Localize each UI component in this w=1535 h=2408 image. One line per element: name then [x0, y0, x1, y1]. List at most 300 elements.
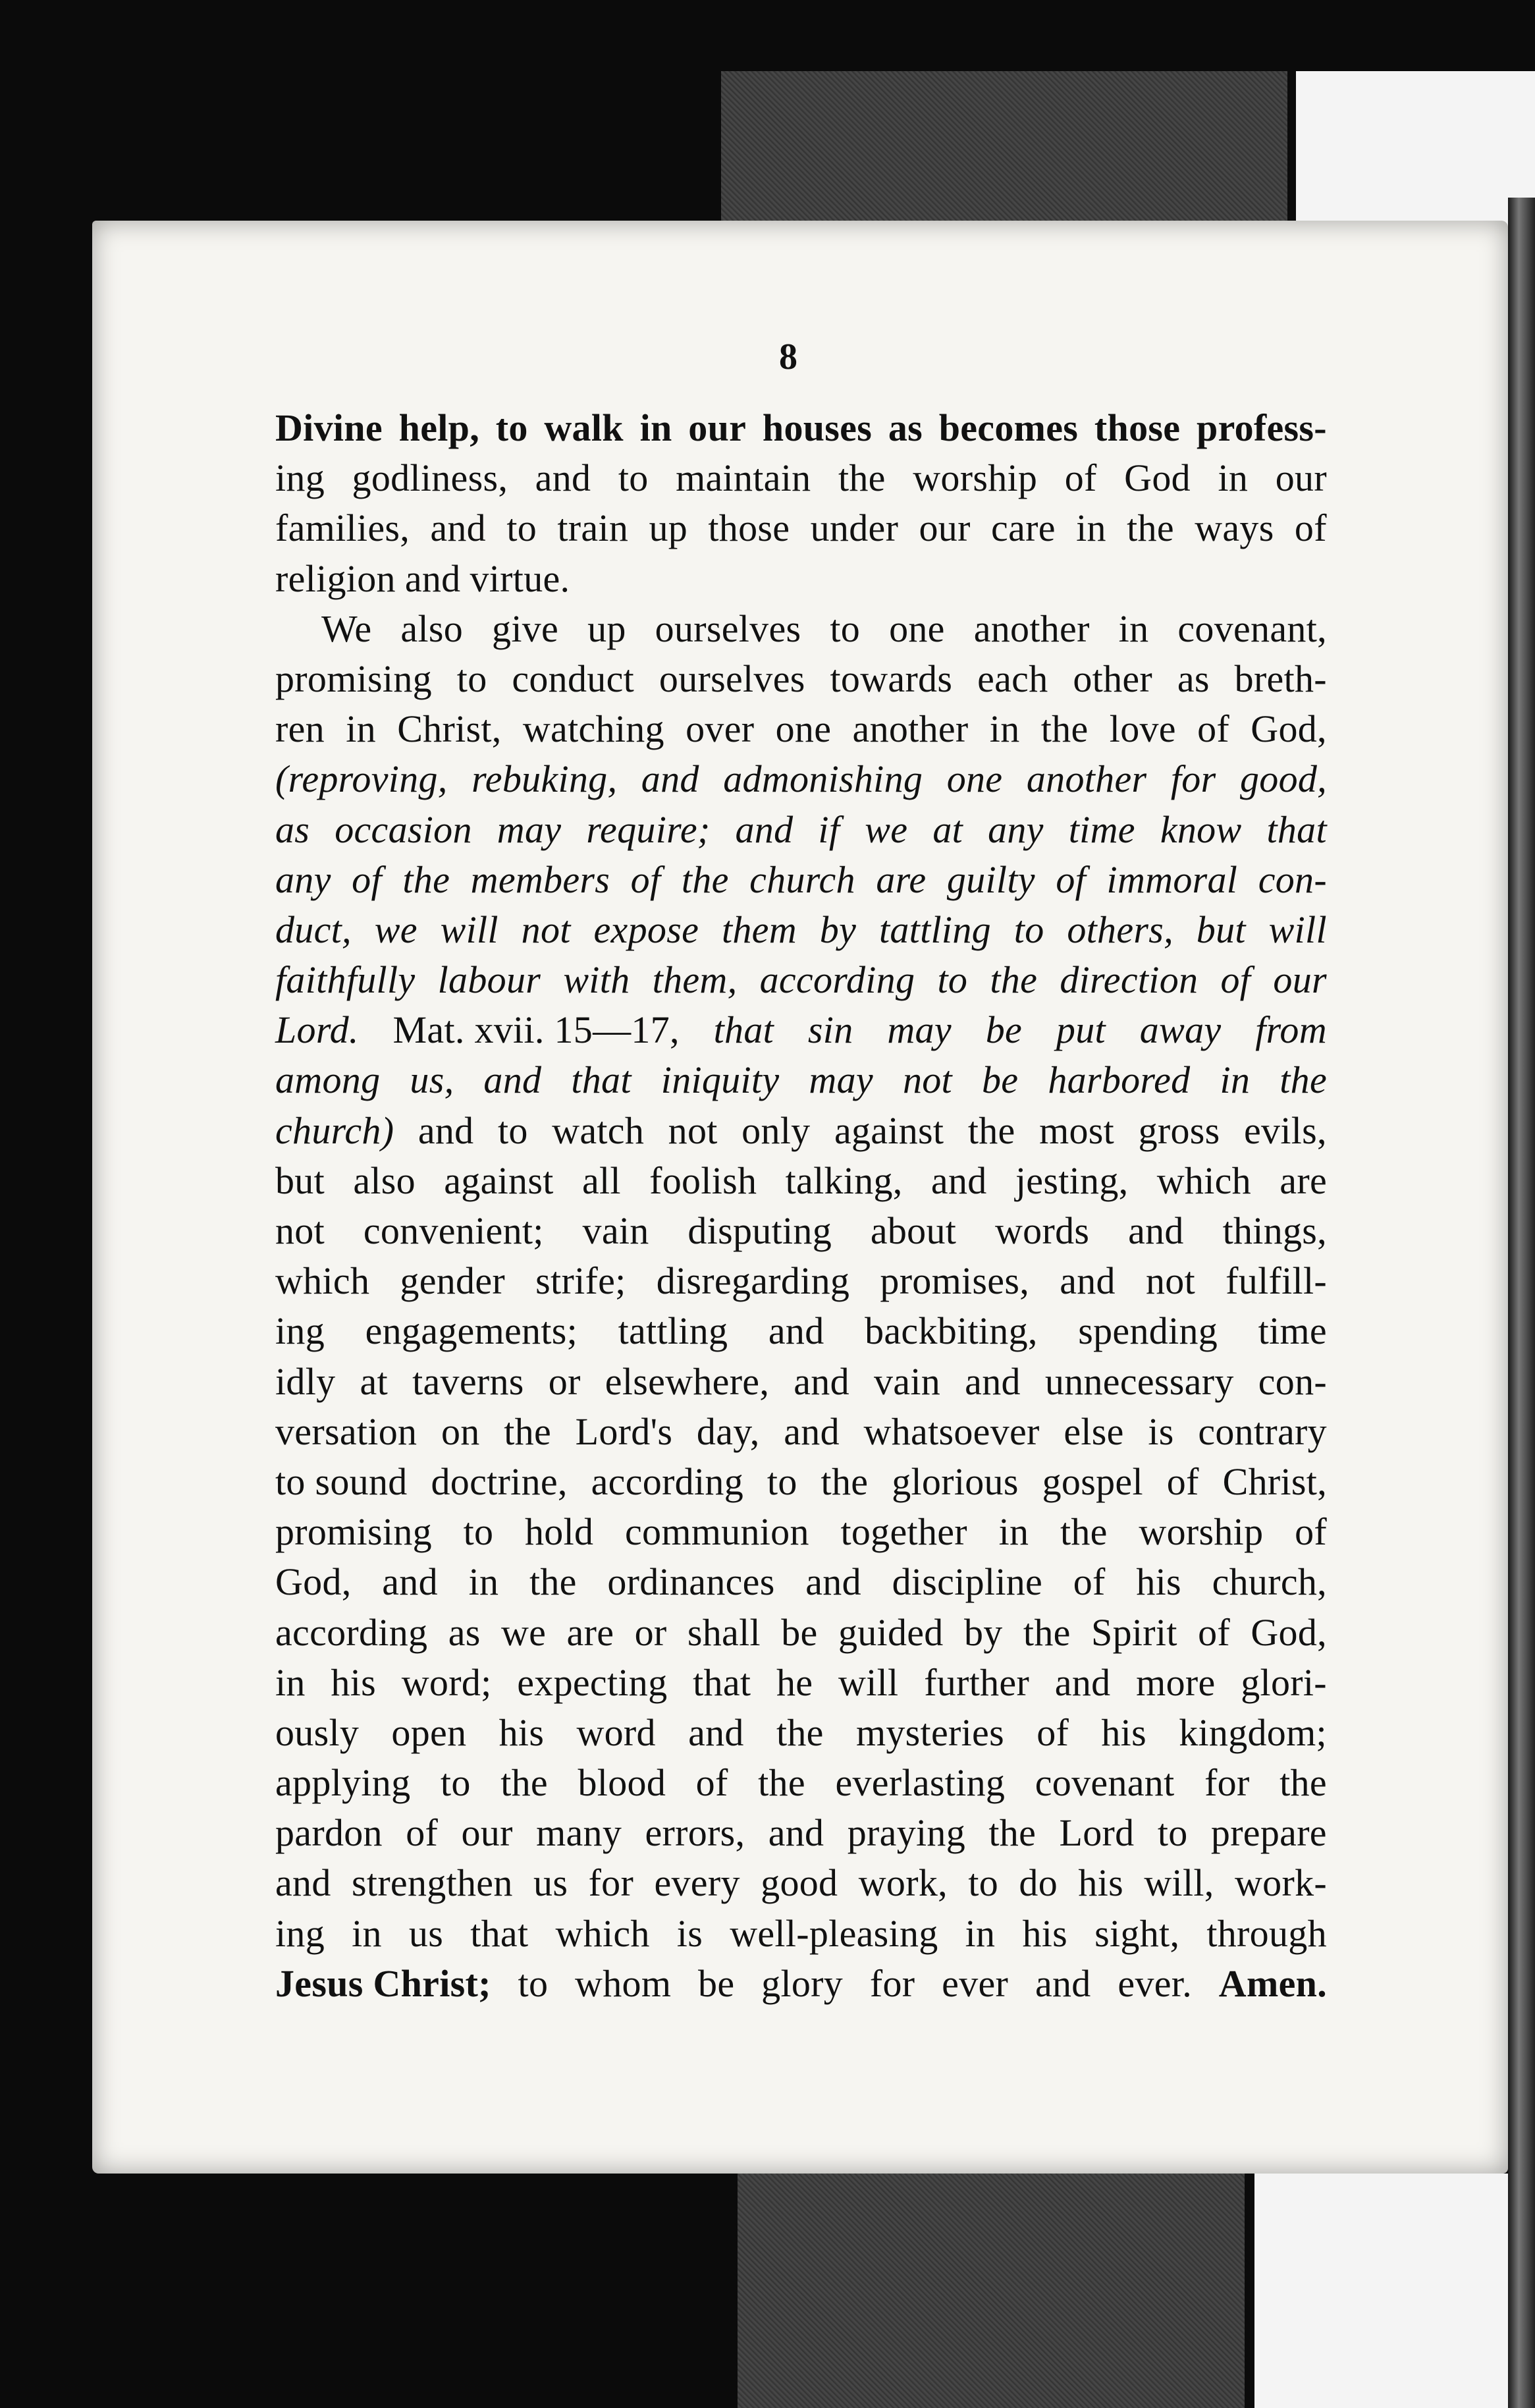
- text-line: [275, 1457, 1327, 1507]
- word: or: [634, 1610, 667, 1654]
- word: the: [1060, 1510, 1108, 1554]
- word: his: [1022, 1911, 1068, 1955]
- word: God,: [1251, 1610, 1327, 1654]
- word: Amen.: [1218, 1961, 1327, 2005]
- word: of: [1166, 1460, 1199, 1503]
- word: becomes: [938, 406, 1079, 449]
- word: as: [448, 1610, 481, 1654]
- word: Divine: [275, 406, 383, 449]
- word: strife;: [535, 1259, 626, 1303]
- word: and: [784, 1409, 840, 1453]
- word: con-: [1258, 858, 1327, 901]
- word: that: [571, 1058, 632, 1102]
- body-text: [275, 403, 1327, 2009]
- word: and: [794, 1359, 849, 1403]
- text-line: [275, 604, 1327, 654]
- word: on: [441, 1409, 480, 1453]
- word: away: [1139, 1008, 1222, 1052]
- word: if: [818, 807, 840, 851]
- word: glorious: [892, 1460, 1019, 1503]
- word: which: [275, 1259, 370, 1303]
- word: most: [1039, 1108, 1115, 1152]
- word: our: [461, 1811, 513, 1855]
- word: God,: [1251, 707, 1327, 751]
- word: God,: [275, 1560, 352, 1604]
- word: over: [686, 707, 755, 751]
- word: more: [1136, 1660, 1216, 1704]
- word: according: [591, 1460, 743, 1503]
- word: do: [1019, 1861, 1058, 1905]
- word: and: [688, 1710, 744, 1754]
- word: to: [1013, 908, 1044, 951]
- word: in: [965, 1911, 996, 1955]
- word: and: [275, 1861, 331, 1905]
- word: from: [1255, 1008, 1327, 1052]
- word: the: [500, 1761, 548, 1805]
- word: versation: [275, 1409, 417, 1453]
- word: and: [1035, 1961, 1091, 2005]
- word: the: [402, 858, 450, 901]
- word: to: [497, 1108, 528, 1152]
- word: further: [924, 1660, 1030, 1704]
- word: Christ,: [1222, 1460, 1327, 1503]
- word: will,: [1144, 1861, 1214, 1905]
- word: communion: [625, 1510, 809, 1554]
- word: of: [1294, 506, 1327, 550]
- word: strengthen: [352, 1861, 513, 1905]
- word: hold: [525, 1510, 594, 1554]
- word: according: [759, 958, 915, 1002]
- text-line: [275, 1005, 1327, 1055]
- word: whatsoever: [863, 1409, 1040, 1453]
- word: contrary: [1198, 1409, 1327, 1453]
- word: are: [566, 1610, 614, 1654]
- word: errors,: [645, 1811, 745, 1855]
- word: tattling: [618, 1309, 728, 1353]
- text-line: [275, 1306, 1327, 1356]
- word: ourselves: [655, 607, 801, 650]
- text-line: [275, 453, 1327, 503]
- word: of: [1064, 456, 1097, 500]
- text-line: [275, 1758, 1327, 1808]
- word: the: [990, 958, 1038, 1002]
- word: through: [1206, 1911, 1327, 1955]
- word: and: [735, 807, 794, 851]
- word: and: [382, 1560, 438, 1604]
- word: that: [470, 1911, 529, 1955]
- word: love: [1109, 707, 1176, 751]
- word: to: [937, 958, 968, 1002]
- text-line: [275, 403, 1327, 453]
- text-line: [275, 905, 1327, 955]
- word: all: [581, 1159, 621, 1202]
- word: by: [963, 1610, 1003, 1654]
- word: disregarding: [656, 1259, 850, 1303]
- text-line: [275, 754, 1327, 804]
- word: and: [430, 506, 486, 550]
- word: of: [406, 1811, 439, 1855]
- word: or: [548, 1359, 581, 1403]
- word: that: [713, 1008, 774, 1052]
- word: many: [536, 1811, 622, 1855]
- word: promises,: [880, 1259, 1030, 1303]
- word: we: [374, 908, 417, 951]
- text-line: [275, 1708, 1327, 1758]
- word: Lord: [1059, 1811, 1135, 1855]
- word: of: [630, 858, 661, 901]
- word: as: [275, 807, 310, 851]
- scanner-background-gray-bottom: [738, 2174, 1245, 2408]
- word: only: [741, 1108, 811, 1152]
- word: any: [988, 807, 1044, 851]
- word: direction: [1060, 958, 1198, 1002]
- word: houses: [762, 406, 873, 449]
- word: his: [1136, 1560, 1181, 1604]
- scanner-edge-right: [1508, 198, 1535, 2408]
- word: open: [391, 1710, 467, 1754]
- word: be: [698, 1961, 735, 2005]
- word: of: [1056, 858, 1087, 901]
- word: up: [587, 607, 626, 650]
- word: in: [346, 707, 376, 751]
- word: disputing: [687, 1209, 832, 1252]
- word: and: [535, 456, 591, 500]
- word: us: [533, 1861, 568, 1905]
- word: are: [876, 858, 927, 901]
- word: may: [809, 1058, 873, 1102]
- word: ing: [275, 456, 325, 500]
- word: at: [360, 1359, 388, 1403]
- word: families,: [275, 506, 410, 550]
- word: expecting: [517, 1660, 668, 1704]
- word: and: [1054, 1660, 1111, 1704]
- scanner-background-white-top: [1296, 71, 1535, 236]
- word: but: [1196, 908, 1246, 951]
- word: ously: [275, 1710, 360, 1754]
- word: talking,: [785, 1159, 903, 1202]
- word: virtue.: [470, 557, 570, 600]
- word: us,: [410, 1058, 454, 1102]
- word: day,: [696, 1409, 760, 1453]
- word: require;: [586, 807, 711, 851]
- word: are: [1279, 1159, 1327, 1202]
- word: also: [353, 1159, 416, 1202]
- word: else: [1064, 1409, 1124, 1453]
- word: to: [495, 406, 528, 449]
- word: to: [1157, 1811, 1188, 1855]
- text-line: [275, 1206, 1327, 1256]
- word: against: [834, 1108, 944, 1152]
- word: and: [768, 1309, 824, 1353]
- word: ing: [275, 1309, 325, 1353]
- word: the: [1023, 1610, 1071, 1654]
- word: our: [1275, 456, 1327, 500]
- word: he: [776, 1660, 813, 1704]
- word: the: [1040, 707, 1089, 751]
- word: about: [870, 1209, 957, 1252]
- text-line: [275, 855, 1327, 905]
- word: another: [973, 607, 1090, 650]
- word: his: [498, 1710, 545, 1754]
- word: help,: [398, 406, 480, 449]
- word: church,: [1212, 1560, 1327, 1604]
- word: time: [1258, 1309, 1327, 1353]
- word: mysteries: [855, 1710, 1004, 1754]
- word: Jesus Christ;: [275, 1961, 491, 2005]
- word: gross: [1138, 1108, 1220, 1152]
- word: for: [1204, 1761, 1250, 1805]
- word: at: [932, 807, 963, 851]
- word: to sound: [275, 1460, 408, 1503]
- word: to: [767, 1460, 797, 1503]
- word: not: [275, 1209, 325, 1252]
- word: that: [1266, 807, 1327, 851]
- word: to: [618, 456, 649, 500]
- page-number: 8: [779, 337, 797, 377]
- word: in: [275, 1660, 306, 1704]
- word: worship: [1139, 1510, 1264, 1554]
- word: church): [275, 1108, 394, 1152]
- text-line: [275, 1106, 1327, 1156]
- word: occasion: [335, 807, 472, 851]
- word: and: [404, 557, 461, 600]
- word: the: [776, 1710, 824, 1754]
- word: to: [506, 506, 537, 550]
- word: another: [852, 707, 969, 751]
- word: doctrine,: [431, 1460, 568, 1503]
- word: breth-: [1234, 657, 1327, 700]
- word: to: [440, 1761, 471, 1805]
- word: word: [576, 1710, 656, 1754]
- word: spending: [1078, 1309, 1218, 1353]
- word: godliness,: [352, 456, 508, 500]
- word: We: [321, 607, 372, 650]
- word: conduct: [512, 657, 635, 700]
- word: prepare: [1210, 1811, 1327, 1855]
- word: of: [695, 1761, 728, 1805]
- word: ourselves: [659, 657, 805, 700]
- word: in: [998, 1510, 1029, 1554]
- word: and: [1128, 1209, 1184, 1252]
- word: and: [768, 1811, 824, 1855]
- word: the: [681, 858, 729, 901]
- word: admonishing: [723, 757, 923, 801]
- word: one: [889, 607, 945, 650]
- word: walk: [544, 406, 624, 449]
- word: also: [400, 607, 464, 650]
- word: gospel: [1042, 1460, 1143, 1503]
- word: for: [1170, 757, 1216, 801]
- word: the: [504, 1409, 551, 1453]
- word: ever.: [1118, 1961, 1193, 2005]
- word: the: [1279, 1761, 1327, 1805]
- word: discipline: [892, 1560, 1043, 1604]
- word: them,: [652, 958, 738, 1002]
- word: any: [275, 858, 331, 901]
- word: the: [838, 456, 886, 500]
- word: one: [775, 707, 832, 751]
- word: of: [1037, 1710, 1069, 1754]
- word: but: [275, 1159, 325, 1202]
- word: by: [819, 908, 857, 951]
- text-line: [275, 1608, 1327, 1658]
- word: labour: [437, 958, 541, 1002]
- word: religion: [275, 557, 396, 600]
- word: know: [1160, 807, 1242, 851]
- word: the: [821, 1460, 869, 1503]
- word: us: [408, 1911, 444, 1955]
- word: our: [1273, 958, 1327, 1002]
- word: things,: [1222, 1209, 1327, 1252]
- word: we: [865, 807, 908, 851]
- word: them: [721, 908, 797, 951]
- word: applying: [275, 1761, 411, 1805]
- word: maintain: [676, 456, 811, 500]
- word: guilty: [946, 858, 1035, 901]
- word: to: [456, 657, 487, 700]
- word: ordinances: [607, 1560, 775, 1604]
- word: of: [1197, 707, 1230, 751]
- word: kingdom;: [1179, 1710, 1327, 1754]
- word: glory: [761, 1961, 844, 2005]
- word: time: [1068, 807, 1135, 851]
- word: sight,: [1094, 1911, 1180, 1955]
- word: ever: [942, 1961, 1009, 2005]
- scanner-background-white-bottom: [1254, 2174, 1535, 2408]
- word: his: [331, 1660, 377, 1704]
- word: together: [840, 1510, 967, 1554]
- text-line: [275, 1959, 1327, 2009]
- word: will: [440, 908, 498, 951]
- word: fulfill-: [1225, 1259, 1327, 1303]
- word: in: [468, 1560, 499, 1604]
- word: covenant: [1035, 1761, 1175, 1805]
- word: foolish: [649, 1159, 757, 1202]
- word: ren: [275, 707, 325, 751]
- word: not: [902, 1058, 952, 1102]
- word: faithfully: [275, 958, 416, 1002]
- word: those: [1094, 406, 1181, 449]
- word: and: [930, 1159, 987, 1202]
- word: for: [869, 1961, 915, 2005]
- word: one: [946, 757, 1003, 801]
- text-line: [275, 1909, 1327, 1959]
- word: guided: [838, 1610, 944, 1654]
- word: be: [781, 1610, 818, 1654]
- word: and: [483, 1058, 542, 1102]
- text-line: [275, 1156, 1327, 1206]
- word: whom: [575, 1961, 672, 2005]
- word: those: [708, 506, 790, 550]
- word: word;: [401, 1660, 492, 1704]
- text-line: [275, 955, 1327, 1005]
- word: may: [497, 807, 562, 851]
- word: our: [688, 406, 747, 449]
- text-line: [275, 704, 1327, 754]
- text-line: [275, 654, 1327, 704]
- word: among: [275, 1058, 381, 1102]
- word: promising: [275, 1510, 432, 1554]
- word: not: [1146, 1259, 1196, 1303]
- word: be: [985, 1008, 1023, 1052]
- word: iniquity: [660, 1058, 780, 1102]
- word: that: [693, 1660, 751, 1704]
- word: of: [352, 858, 382, 901]
- word: church: [749, 858, 855, 901]
- word: each: [977, 657, 1048, 700]
- word: of: [1198, 1610, 1230, 1654]
- word: Lord's: [575, 1409, 673, 1453]
- word: God: [1124, 456, 1191, 500]
- word: convenient;: [363, 1209, 544, 1252]
- word: to: [830, 607, 861, 650]
- word: and: [417, 1108, 474, 1152]
- word: be: [981, 1058, 1019, 1102]
- word: members: [470, 858, 610, 901]
- text-line: [275, 1256, 1327, 1306]
- word: every: [654, 1861, 740, 1905]
- word: and: [641, 757, 699, 801]
- word: with: [563, 958, 630, 1002]
- word: the: [988, 1811, 1037, 1855]
- word: con-: [1258, 1359, 1327, 1403]
- word: the: [758, 1761, 805, 1805]
- word: praying: [847, 1811, 966, 1855]
- word: another: [1026, 757, 1147, 801]
- word: in: [1218, 456, 1249, 500]
- word: watching: [522, 707, 664, 751]
- word: shall: [687, 1610, 761, 1654]
- word: may: [887, 1008, 952, 1052]
- word: Lord.: [275, 1008, 359, 1052]
- text-line: [275, 1808, 1327, 1858]
- word: the: [529, 1560, 577, 1604]
- scanner-background-gray-top: [721, 71, 1287, 236]
- word: duct,: [275, 908, 352, 951]
- text-line: [275, 1658, 1327, 1708]
- text-line: [275, 1507, 1327, 1557]
- word: tattling: [878, 908, 991, 951]
- word: ways: [1195, 506, 1274, 550]
- word: immoral: [1106, 858, 1238, 901]
- word: in: [1220, 1058, 1251, 1102]
- word: will: [1268, 908, 1327, 951]
- word: work,: [858, 1861, 948, 1905]
- word: of: [1073, 1560, 1106, 1604]
- word: for: [588, 1861, 634, 1905]
- word: and: [965, 1359, 1021, 1403]
- text-line: [275, 1858, 1327, 1908]
- word: give: [492, 607, 559, 650]
- word: is: [1148, 1409, 1174, 1453]
- word: profess-: [1197, 406, 1327, 449]
- text-line: [275, 554, 1327, 604]
- word: care: [991, 506, 1056, 550]
- word: the: [1127, 506, 1174, 550]
- word: will: [838, 1660, 899, 1704]
- word: in: [1076, 506, 1106, 550]
- word: gender: [400, 1259, 506, 1303]
- word: in: [1118, 607, 1149, 650]
- word: the: [967, 1108, 1015, 1152]
- word: against: [444, 1159, 554, 1202]
- word: well-pleasing: [730, 1911, 938, 1955]
- word: jesting,: [1015, 1159, 1129, 1202]
- word: good: [761, 1861, 838, 1905]
- word: work-: [1234, 1861, 1327, 1905]
- word: in: [352, 1911, 382, 1955]
- word: in: [639, 406, 672, 449]
